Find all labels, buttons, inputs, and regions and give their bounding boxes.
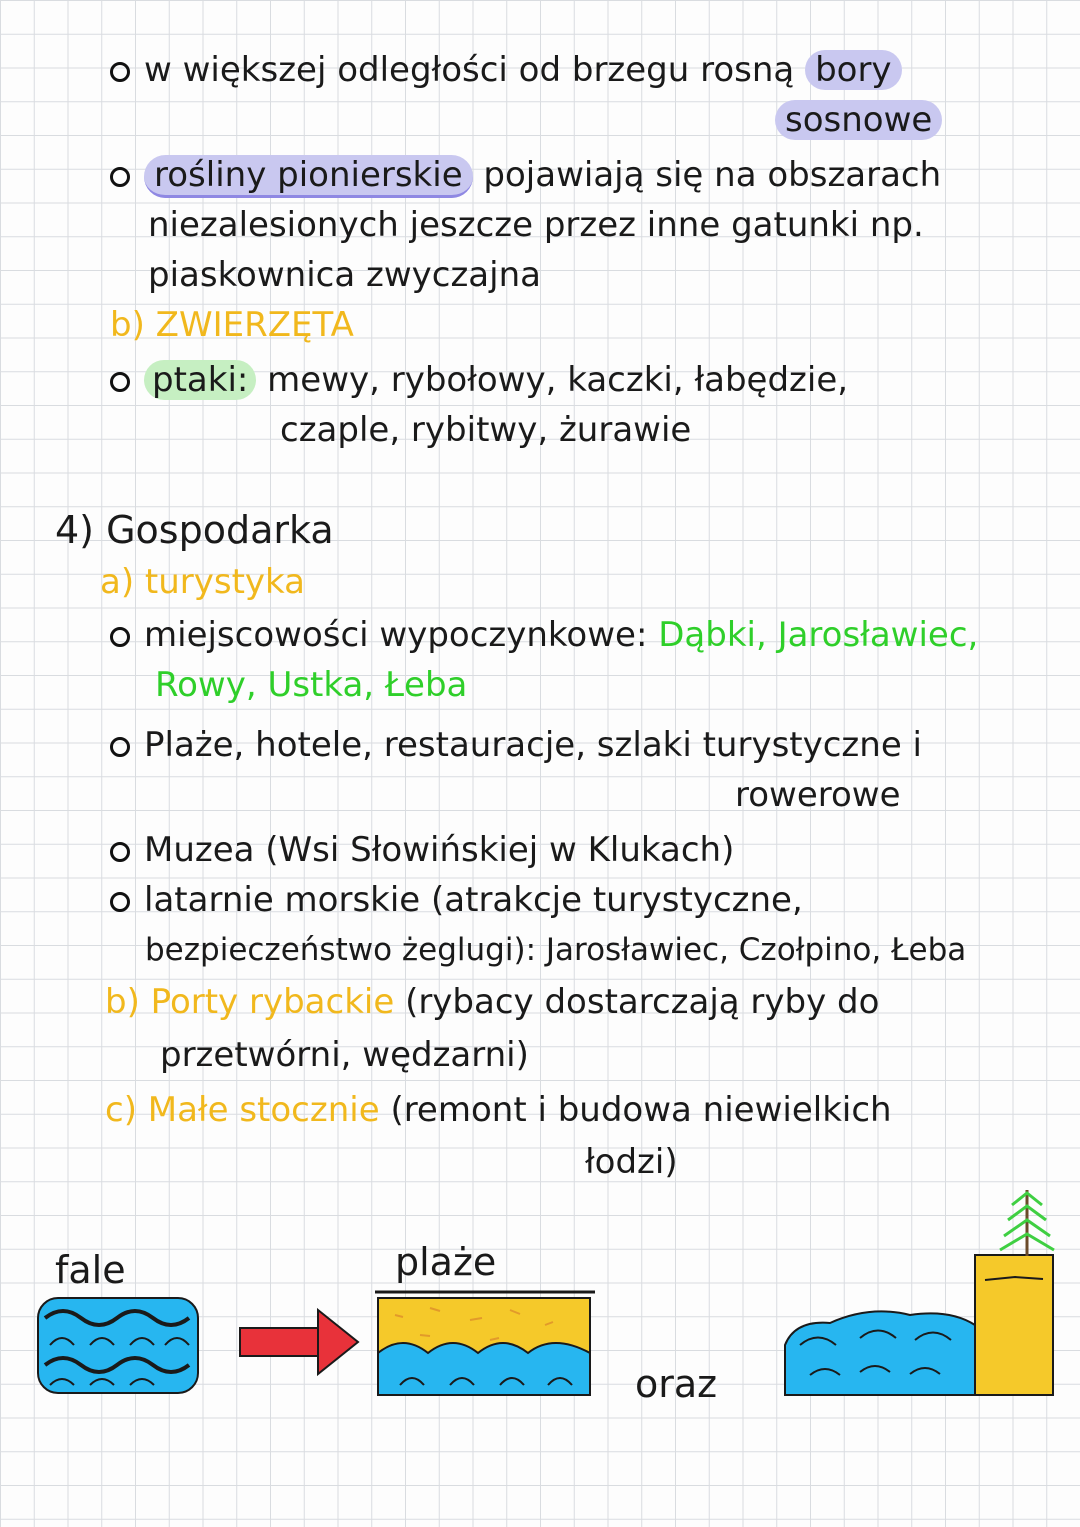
pioneer-line2: niezalesionych jeszcze przez inne gatunki np. [148, 205, 924, 245]
beaches-line2: rowerowe [735, 775, 901, 815]
ports-heading: b) Porty rybackie [105, 982, 395, 1022]
bullet-birds: ptaki: mewy, rybołowy, kaczki, łabędzie, [110, 360, 848, 400]
shipyards-line2: łodzi) [585, 1142, 678, 1182]
highlight-bory: bory [805, 50, 901, 90]
arrow-right-icon [240, 1310, 358, 1374]
animals-heading: b) ZWIERZĘTA [110, 305, 354, 345]
shipyards-heading: c) Małe stocznie [105, 1090, 380, 1130]
beach-icon [375, 1292, 595, 1395]
bullet-bory: w większej odległości od brzegu rosną bory [110, 50, 902, 90]
lighthouse-line2: bezpieczeństwo żeglugi): Jarosławiec, Czołpino, Łeba [145, 932, 967, 968]
bullet-resorts: miejscowości wypoczynkowe: Dąbki, Jarosławiec, [110, 615, 978, 655]
pioneer-line3: piaskownica zwyczajna [148, 255, 541, 295]
cliff-coast-icon [785, 1255, 1053, 1395]
label-waves: fale [55, 1248, 126, 1292]
bullet-pioneer: rośliny pionierskie pojawiają się na obszarach [110, 155, 941, 195]
bullet-museum: Muzea (Wsi Słowińskiej w Klukach) [110, 830, 734, 870]
tree-icon [1000, 1190, 1054, 1256]
highlight-pioneer: rośliny pionierskie [144, 155, 473, 198]
bullet-lighthouse: latarnie morskie (atrakcje turystyczne, [110, 880, 803, 920]
waves-icon [38, 1298, 198, 1393]
shipyards-line: c) Małe stocznie (remont i budowa niewielkich [105, 1090, 892, 1130]
ports-line2: przetwórni, wędzarni) [160, 1035, 529, 1075]
label-beach: plaże [395, 1240, 497, 1284]
birds-line2: czaple, rybitwy, żurawie [280, 410, 692, 450]
resorts-line2: Rowy, Ustka, Łeba [155, 665, 468, 705]
tourism-heading: a) turystyka [100, 562, 305, 602]
bullet-beaches: Plaże, hotele, restauracje, szlaki turystyczne i [110, 725, 922, 765]
highlight-birds: ptaki: [144, 360, 256, 400]
label-or: oraz [635, 1362, 718, 1406]
economy-heading: 4) Gospodarka [55, 508, 334, 552]
ports-line: b) Porty rybackie (rybacy dostarczają ryby do [105, 982, 880, 1022]
highlight-sosnowe: sosnowe [775, 100, 942, 140]
